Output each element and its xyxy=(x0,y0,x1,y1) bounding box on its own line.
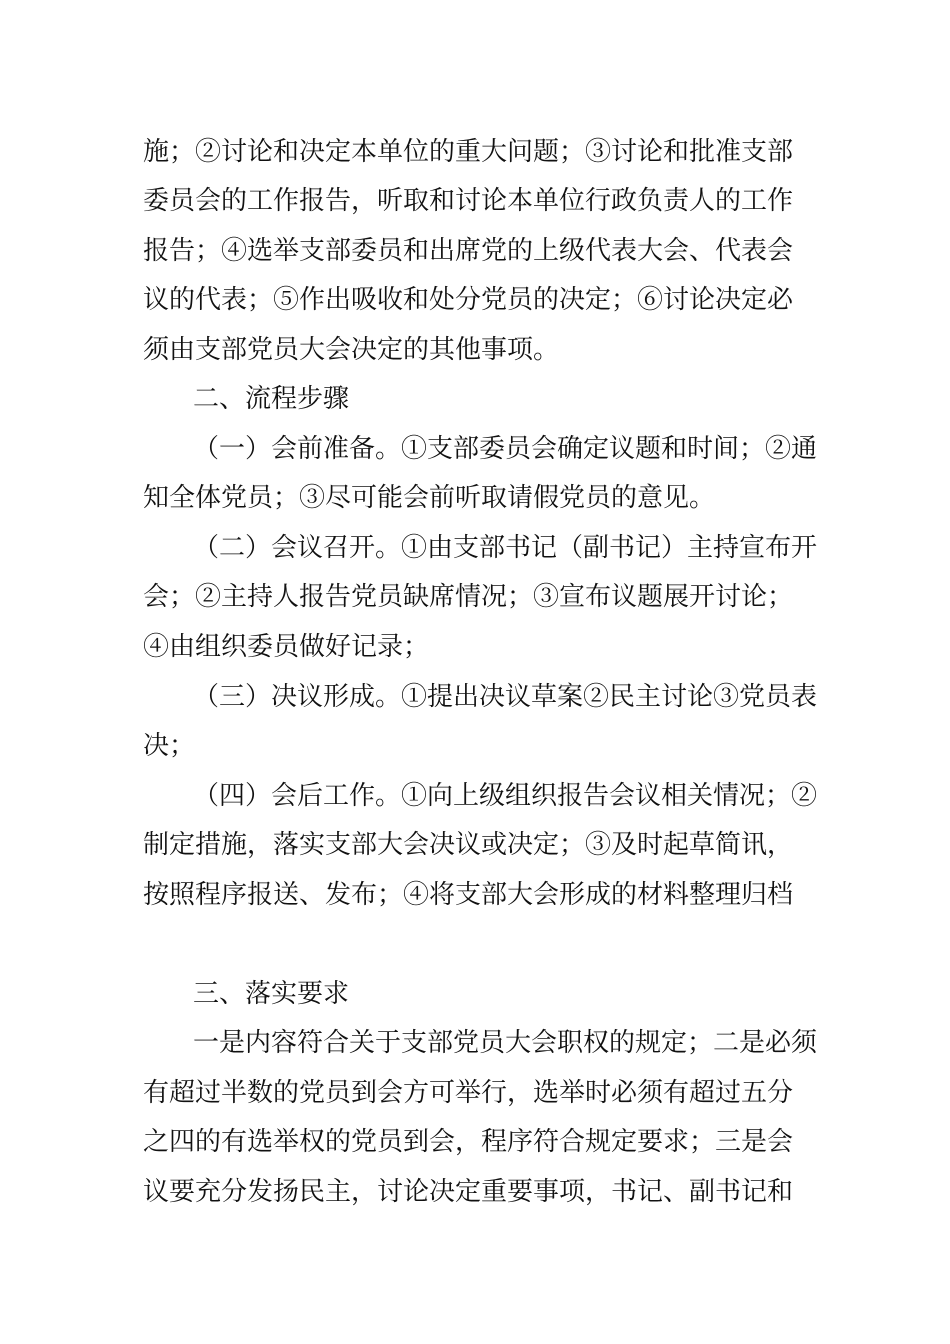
text-line: 议要充分发扬民主，讨论决定重要事项，书记、副书记和 xyxy=(143,1177,794,1207)
paragraph-line: （三）决议形成。①提出决议草案②民主讨论③党员表 xyxy=(193,682,818,712)
text-line: 报告；④选举支部委员和出席党的上级代表大会、代表会 xyxy=(143,236,794,266)
paragraph-line: 一是内容符合关于支部党员大会职权的规定；二是必须 xyxy=(193,1028,818,1058)
text-line: 之四的有选举权的党员到会，程序符合规定要求；三是会 xyxy=(143,1127,794,1157)
text-line: 议的代表；⑤作出吸收和处分党员的决定；⑥讨论决定必 xyxy=(143,285,794,315)
text-line: 按照程序报送、发布；④将支部大会形成的材料整理归档 xyxy=(143,880,794,910)
text-line: ④由组织委员做好记录； xyxy=(143,632,430,662)
paragraph-line: （四）会后工作。①向上级组织报告会议相关情况；② xyxy=(193,781,818,811)
text-line: 决； xyxy=(143,731,196,761)
text-line: 会；②主持人报告党员缺席情况；③宣布议题展开讨论； xyxy=(143,582,794,612)
section-heading: 二、流程步骤 xyxy=(193,384,350,414)
text-line: 须由支部党员大会决定的其他事项。 xyxy=(143,335,560,365)
paragraph-line: （二）会议召开。①由支部书记（副书记）主持宣布开 xyxy=(193,533,818,563)
text-line: 委员会的工作报告，听取和讨论本单位行政负责人的工作 xyxy=(143,186,794,216)
text-line: 施；②讨论和决定本单位的重大问题；③讨论和批准支部 xyxy=(143,137,794,167)
text-line: 有超过半数的党员到会方可举行，选举时必须有超过五分 xyxy=(143,1078,794,1108)
paragraph-line: （一）会前准备。①支部委员会确定议题和时间；②通 xyxy=(193,434,818,464)
text-line: 制定措施，落实支部大会决议或决定；③及时起草简讯， xyxy=(143,830,794,860)
section-heading: 三、落实要求 xyxy=(193,979,350,1009)
text-line: 知全体党员；③尽可能会前听取请假党员的意见。 xyxy=(143,483,716,513)
